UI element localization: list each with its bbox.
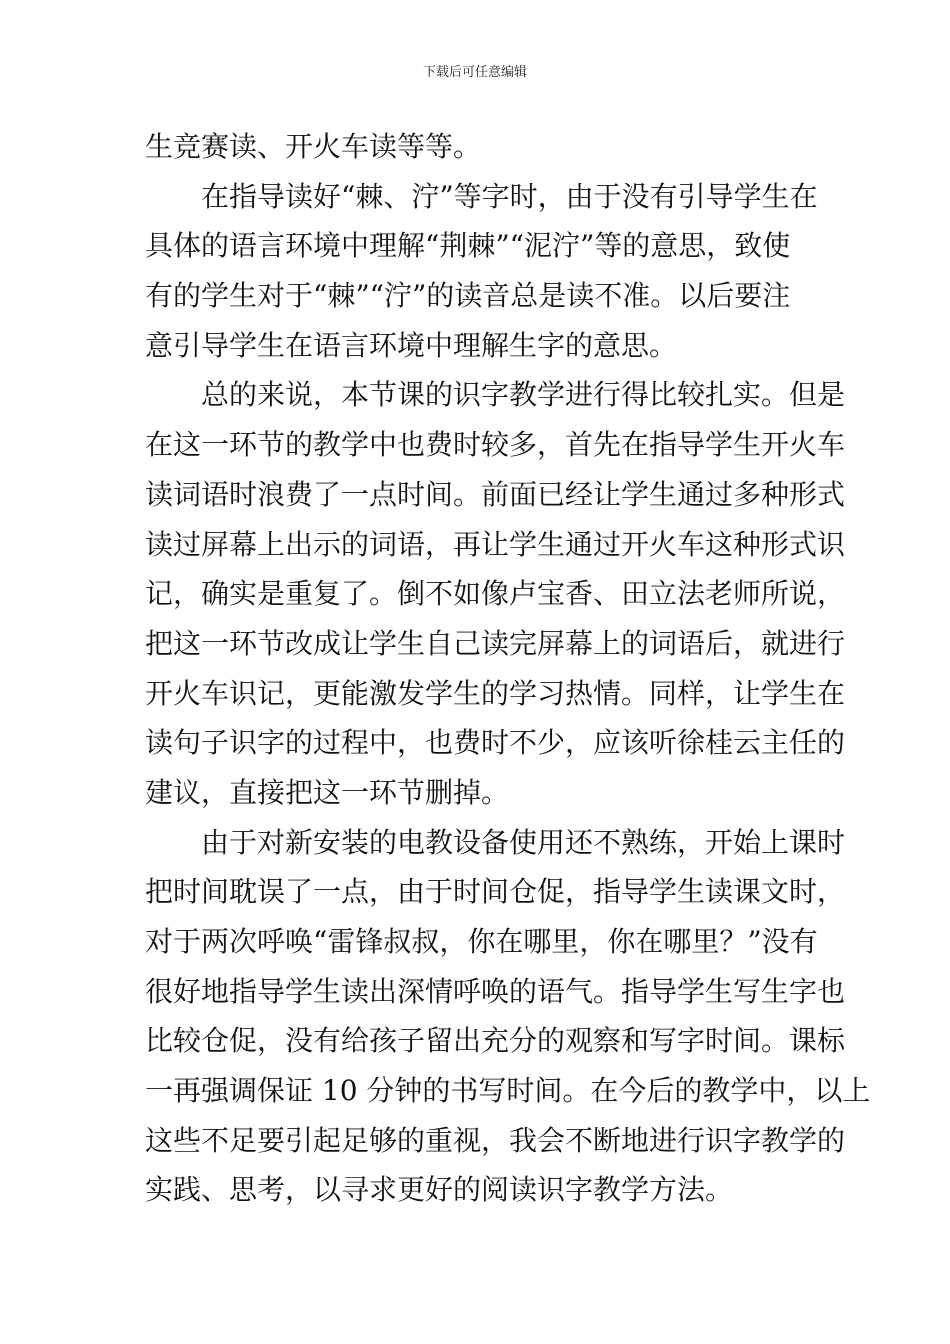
page-header: 下载后可任意编辑: [422, 65, 527, 80]
text-line: 生竞赛读、开火车读等等。: [145, 130, 482, 163]
text-line: 在指导读好“棘、泞”等字时，由于没有引导学生在: [145, 179, 818, 213]
text-line: 建议，直接把这一环节删掉。: [145, 775, 510, 809]
text-line: 把时间耽误了一点，由于时间仓促，指导学生读课文时，: [145, 875, 846, 909]
text-line: 具体的语言环境中理解“荆棘”“泥泞”等的意思，致使: [145, 229, 791, 263]
text-line: 读句子识字的过程中，也费时不少，应该听徐桂云主任的: [145, 726, 846, 760]
text-line: 一再强调保证 10 分钟的书写时间。在今后的教学中，以上: [145, 1074, 871, 1108]
text-line: 读过屏幕上出示的词语，再让学生通过开火车这种形式识: [145, 527, 846, 561]
text-line: 比较仓促，没有给孩子留出充分的观察和写字时间。课标: [145, 1024, 846, 1058]
text-line: 开火车识记，更能激发学生的学习热情。同样，让学生在: [145, 676, 846, 710]
text-line: 意引导学生在语言环境中理解生字的意思。: [145, 328, 678, 362]
text-line: 在这一环节的教学中也费时较多，首先在指导学生开火车: [145, 428, 846, 462]
document-body: [145, 122, 871, 1215]
text-line: 这些不足要引起足够的重视，我会不断地进行识字教学的: [145, 1123, 846, 1157]
text-line: 由于对新安装的电教设备使用还不熟练，开始上课时: [145, 825, 846, 859]
text-line: 记，确实是重复了。倒不如像卢宝香、田立法老师所说，: [145, 577, 846, 611]
text-line: 读词语时浪费了一点时间。前面已经让学生通过多种形式: [145, 477, 846, 511]
text-line: 总的来说，本节课的识字教学进行得比较扎实。但是: [145, 378, 846, 412]
text-line: 对于两次呼唤“雷锋叔叔，你在哪里，你在哪里？”没有: [145, 925, 818, 958]
text-line: 有的学生对于“棘”“泞”的读音总是读不准。以后要注: [145, 279, 791, 313]
text-line: 把这一环节改成让学生自己读完屏幕上的词语后，就进行: [145, 626, 846, 660]
text-line: 实践、思考，以寻求更好的阅读识字教学方法。: [145, 1173, 734, 1207]
text-line: 很好地指导学生读出深情呼唤的语气。指导学生写生字也: [145, 974, 846, 1008]
